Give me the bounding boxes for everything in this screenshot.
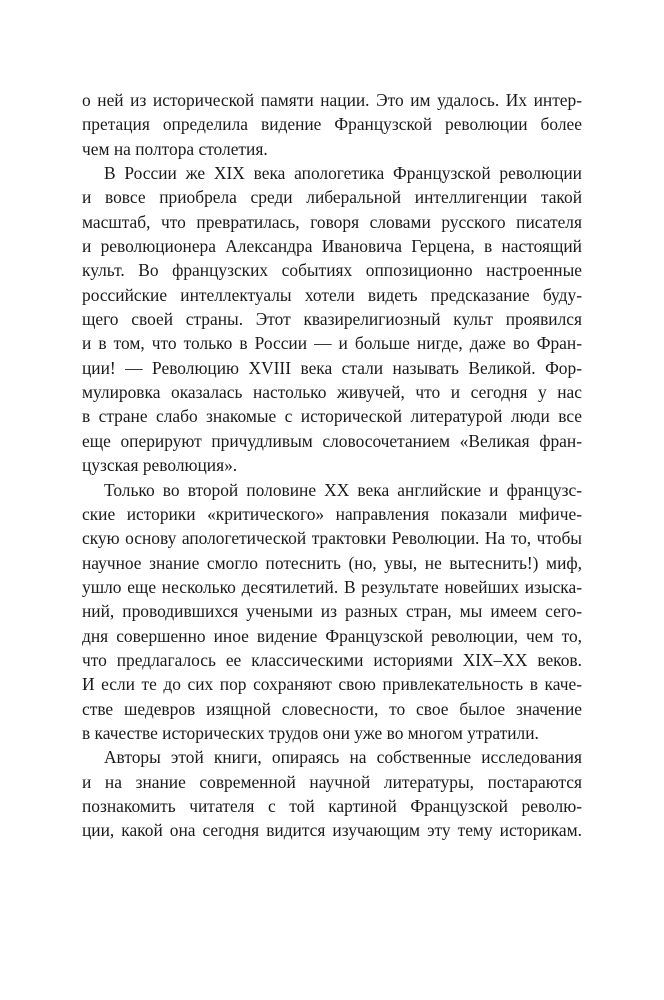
text-line: стве шедевров изящной словесности, то свое былое значение — [82, 698, 582, 719]
text-line: ские историки «критического» направления показали мифиче- — [82, 503, 582, 524]
text-line: претация определила видение Французской революции более — [82, 114, 582, 135]
paragraph-first-line: В России же XIX века апологетика Французской революции — [104, 163, 582, 184]
text-line: российские интеллектуалы хотели видеть предсказание буду- — [82, 284, 582, 305]
paragraph-first-line: Только во второй половине XX века английские и французс- — [104, 479, 582, 500]
text-line: в качестве исторических трудов они уже во многом утратили. — [82, 722, 539, 743]
text-line: мулировка оказалась настолько живучей, что и сегодня у нас — [82, 382, 582, 403]
text-line: щего своей страны. Этот квазирелигиозный культ проявился — [82, 309, 582, 330]
text-line: что предлагалось ее классическими историями XIX–XX веков. — [82, 649, 582, 670]
text-line: ушло еще несколько десятилетий. В результате новейших изыска- — [82, 576, 582, 597]
body-text — [82, 88, 582, 843]
text-line: цузская революция». — [82, 455, 238, 476]
text-line: культ. Во французских событиях оппозиционно настроенные — [82, 260, 582, 281]
text-line: ний, проводившихся учеными из разных стран, мы имеем сего- — [82, 601, 582, 622]
text-line: масштаб, что превратилась, говоря словами русского писателя — [82, 211, 582, 232]
text-line: и на знание современной научной литературы, постараются — [82, 771, 582, 792]
text-line: научное знание смогло потеснить (но, увы, не вытеснить!) миф, — [82, 552, 582, 573]
text-line: и революционера Александра Ивановича Герцена, в настоящий — [82, 236, 582, 257]
text-line: познакомить читателя с той картиной Французской револю- — [82, 795, 582, 816]
text-line: И если те до сих пор сохраняют свою привлекательность в каче- — [82, 674, 582, 695]
text-line: ции! — Революцию XVIII века стали называть Великой. Фор- — [82, 357, 582, 378]
text-line: и вовсе приобрела среди либеральной интеллигенции такой — [82, 187, 582, 208]
text-line: дня совершенно иное видение Французской революции, чем то, — [82, 625, 582, 646]
text-line: и в том, что только в России — и больше нигде, даже во Фран- — [82, 333, 582, 354]
text-line: в стране слабо знакомые с исторической литературой люди все — [82, 406, 582, 427]
text-line: скую основу апологетической трактовки Революции. На то, чтобы — [82, 528, 582, 549]
text-line: о ней из исторической памяти нации. Это им удалось. Их интер- — [82, 90, 582, 110]
text-line: еще оперируют причудливым словосочетанием «Великая фран- — [82, 430, 582, 451]
text-line: чем на полтора столетия. — [82, 138, 268, 159]
text-line: ции, какой она сегодня видится изучающим эту тему историкам. — [82, 820, 582, 841]
paragraph-first-line: Авторы этой книги, опираясь на собственные исследования — [104, 747, 582, 768]
